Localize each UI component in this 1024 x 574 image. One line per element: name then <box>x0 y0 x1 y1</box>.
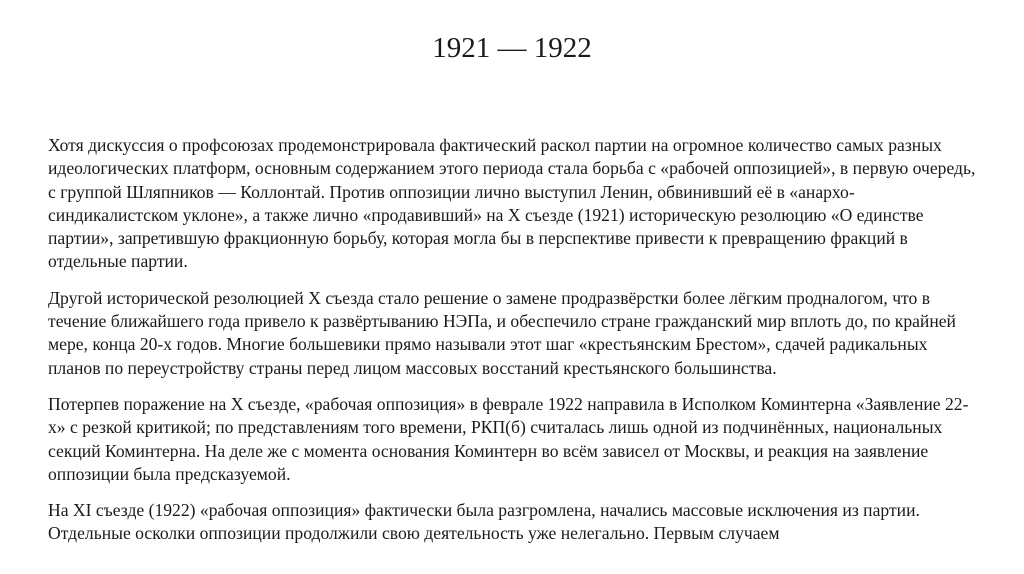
paragraph-eleventh-congress: На XI съезде (1922) «рабочая оппозиция» фактически была разгромлена, начались массовые исключения из партии. Отдельные осколки оппозиции продолжили свою деятельность уже нелегально. Первым случаем <box>48 500 920 544</box>
slide-title: 1921 — 1922 <box>432 32 592 64</box>
paragraph-nep-resolution: Другой исторической резолюцией X съезда стало решение о замене продразвёрстки более лёгким продналогом, что в течение ближайшего года привело к развёртыванию НЭПа, и обеспечило стране гражданский мир вплоть до, по крайней мере, конца 20-х годов. Многие большевики прямо называли этот шаг «крестьянским Брестом», сдачей радикальных планов по переустройству страны перед лицом массовых восстаний крестьянского большинства. <box>48 287 956 378</box>
paragraph-statement-of-22: Потерпев поражение на X съезде, «рабочая оппозиция» в феврале 1922 направила в Исполком Коминтерна «Заявление 22-х» с резкой критикой; по представлениям того времени, РКП(б) считалась лишь одной из подчинённых, национальных секций Коминтерна. На деле же с момента основания Коминтерн во всём зависел от Москвы, и реакция на заявление оппозиции была предсказуемой. <box>48 393 969 484</box>
slide-body <box>48 134 978 559</box>
paragraph-trade-union-discussion: Хотя дискуссия о профсоюзах продемонстрировала фактический раскол партии на огромное количество самых разных идеологических платформ, основным содержанием этого периода стала борьба с «рабочей оппозицией», в первую очередь, с группой Шляпников — Коллонтай. Против оппозиции лично выступил Ленин, обвинивший её в «анархо-синдикалистском уклоне», а также лично «продавивший» на X съезде (1921) историческую резолюцию «О единстве партии», запретившую фракционную борьбу, которая могла бы в перспективе привести к превращению фракций в отдельные партии. <box>48 135 976 272</box>
